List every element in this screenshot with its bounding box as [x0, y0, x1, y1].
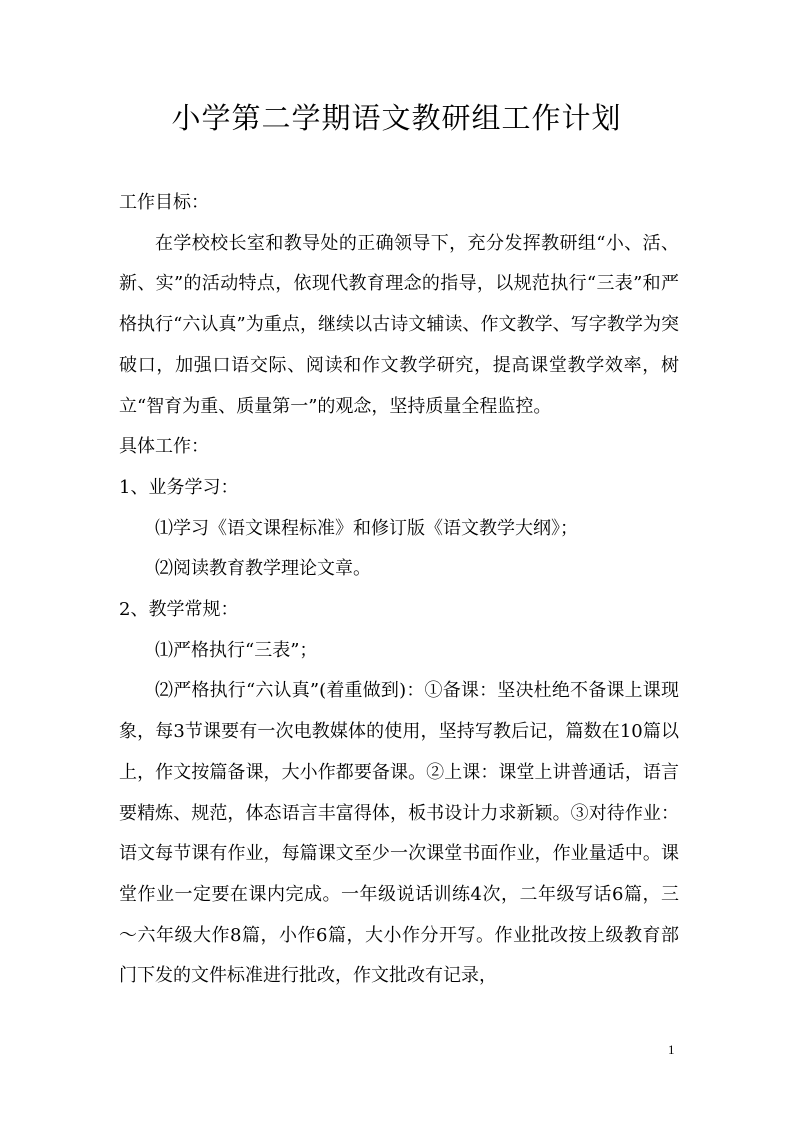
goal-paragraph: 在学校校长室和教导处的正确领导下，充分发挥教研组“小、活、新、实”的活动特点，依现代教育理念的指导，以规范执行“三表”和严格执行“六认真”为重点，继续以古诗文辅读、作文教学、写字教学为突破口，加强口语交际、阅读和作文教学研究，提高课堂教学效率，树立“智育为重、质量第一”的观念，坚持质量全程监控。 [119, 232, 679, 417]
item1-sub2: ⑵阅读教育教学理论文章。 [155, 558, 371, 580]
item2-sub1: ⑴严格执行“三表”； [155, 639, 318, 661]
item1-sub1: ⑴学习《语文课程标准》和修订版《语文教学大纲》； [155, 517, 578, 539]
item1-heading: 1、业务学习： [119, 476, 239, 498]
work-heading: 具体工作： [119, 436, 209, 458]
document-body [119, 183, 679, 997]
goal-heading: 工作目标： [119, 192, 209, 213]
item2-sub2: ⑵严格执行“六认真”(着重做到)：①备课：坚决杜绝不备课上课现象，每3节课要有一次电教媒体的使用，坚持写教后记，篇数在10篇以上，作文按篇备课，大小作都要备课。②上课：课堂上讲普通话，语言要精炼、规范，体态语言丰富得体，板书设计力求新颖。③对待作业：语文每节课有作业，每篇课文至少一次课堂书面作业，作业量适中。课堂作业一定要在课内完成。一年级说话训练4次，二年级写话6篇，三～六年级大作8篇，小作6篇，大小作分开写。作业批改按上级教育部门下发的文件标准进行批改，作文批改有记录， [119, 680, 679, 987]
document-title: 小学第二学期语文教研组工作计划 [171, 101, 622, 135]
item2-heading: 2、教学常规： [119, 599, 239, 621]
page-number: 1 [668, 1042, 675, 1057]
